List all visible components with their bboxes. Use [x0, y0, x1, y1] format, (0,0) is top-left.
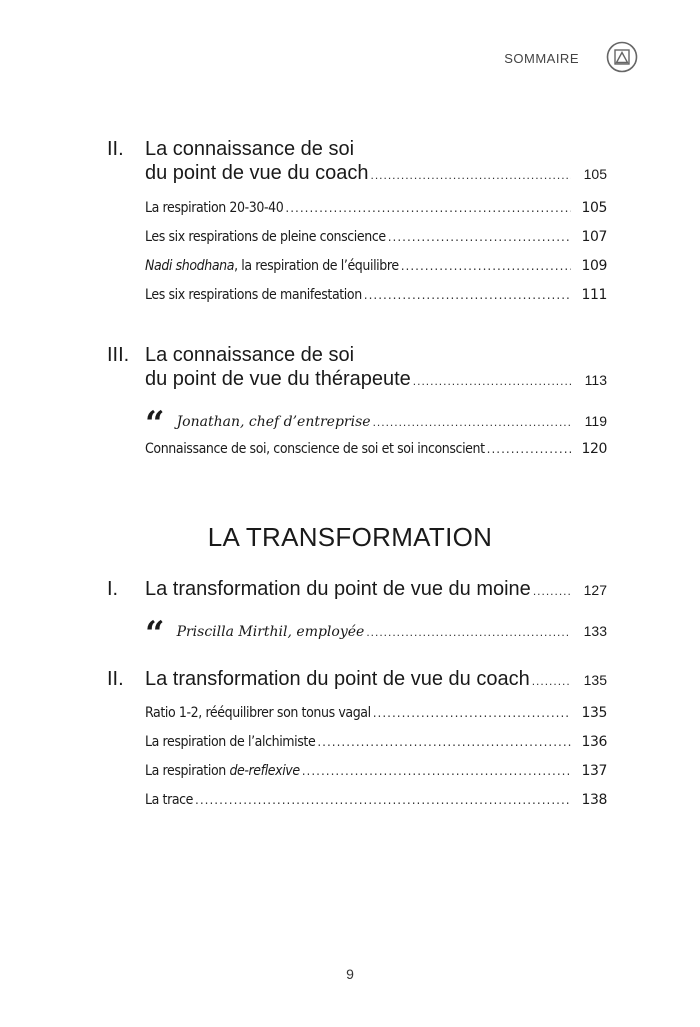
toc-entry[interactable]: [145, 200, 607, 216]
quote-mark-icon: “: [145, 404, 165, 444]
page-ref: 113: [584, 372, 607, 388]
entry-text-start: La respiration: [145, 763, 230, 779]
section-roman: I.: [107, 578, 119, 600]
section-title: La transformation du point de vue du coach: [145, 668, 530, 690]
section-title-line2: du point de vue du thérapeute: [145, 368, 411, 390]
entry-text: Connaissance de soi, conscience de soi et soi inconscient: [145, 441, 485, 457]
section-title-line2: du point de vue du coach: [145, 162, 369, 184]
dot-leader: [533, 584, 571, 598]
triangle-in-circle-icon: [606, 41, 638, 73]
entry-text: [145, 258, 399, 274]
page-ref: 120: [581, 441, 607, 457]
page-ref: 137: [581, 763, 607, 779]
dot-leader: [195, 793, 571, 807]
page-ref: 109: [581, 258, 607, 274]
dot-leader: [532, 674, 571, 688]
section-roman: III.: [107, 344, 130, 366]
entry-text: [145, 763, 300, 779]
toc-entry[interactable]: [145, 441, 607, 457]
toc-entry[interactable]: [145, 287, 607, 303]
testimony-text: Priscilla Mirthil, employée: [176, 624, 365, 640]
header-title: SOMMAIRE: [504, 51, 579, 66]
toc-entry-coach[interactable]: [145, 162, 607, 185]
page-number: 9: [346, 966, 354, 982]
toc-entry-moine[interactable]: [145, 578, 607, 601]
entry-text-italic: Nadi shodhana: [145, 258, 235, 274]
page-ref: 105: [583, 166, 607, 182]
dot-leader: [388, 230, 571, 244]
dot-leader: [413, 374, 571, 388]
dot-leader: [373, 706, 571, 720]
entry-text: Les six respirations de manifestation: [145, 287, 362, 303]
entry-text: La trace: [145, 792, 194, 808]
dot-leader: [366, 625, 571, 639]
toc-entry-coach-transformation[interactable]: [145, 668, 607, 691]
dot-leader: [302, 764, 571, 778]
entry-text: Les six respirations de pleine conscience: [145, 229, 386, 245]
section-title-line1: La connaissance de soi: [145, 138, 355, 160]
page-ref: 127: [583, 582, 607, 598]
page-ref: 107: [581, 229, 607, 245]
toc-testimony-entry[interactable]: [145, 614, 607, 654]
section-roman: II.: [107, 138, 124, 160]
toc-entry[interactable]: [145, 258, 607, 274]
toc-testimony-entry[interactable]: [145, 404, 607, 444]
dot-leader: [317, 735, 571, 749]
dot-leader: [373, 415, 571, 429]
page-ref: 111: [581, 287, 607, 303]
page-ref: 119: [584, 413, 607, 429]
entry-text: La respiration de l’alchimiste: [145, 734, 316, 750]
dot-leader: [285, 201, 571, 215]
page-ref: 135: [583, 672, 607, 688]
toc-entry[interactable]: [145, 705, 607, 721]
entry-text: Ratio 1-2, rééquilibrer son tonus vagal: [145, 705, 371, 721]
dot-leader: [487, 442, 571, 456]
entry-text-rest: , la respiration de l’équilibre: [234, 258, 399, 274]
dot-leader: [401, 259, 571, 273]
entry-text-italic: de-reflexive: [229, 763, 300, 779]
page-ref: 135: [581, 705, 607, 721]
dot-leader: [371, 168, 571, 182]
toc-entry[interactable]: [145, 734, 607, 750]
toc-entry[interactable]: [145, 229, 607, 245]
testimony-text: Jonathan, chef d’entreprise: [176, 414, 371, 430]
page-ref: 105: [581, 200, 607, 216]
quote-mark-icon: “: [145, 614, 165, 654]
page-ref: 133: [583, 623, 607, 639]
entry-text: La respiration 20-30-40: [145, 200, 284, 216]
toc-entry[interactable]: [145, 763, 607, 779]
part-title: LA TRANSFORMATION: [207, 522, 493, 552]
toc-entry[interactable]: [145, 792, 607, 808]
toc-entry-therapeute[interactable]: [145, 368, 607, 391]
dot-leader: [364, 288, 571, 302]
section-title: La transformation du point de vue du moine: [145, 578, 531, 600]
page-ref: 136: [581, 734, 607, 750]
page-ref: 138: [581, 792, 607, 808]
section-title-line1: La connaissance de soi: [145, 344, 355, 366]
section-roman: II.: [107, 668, 124, 690]
